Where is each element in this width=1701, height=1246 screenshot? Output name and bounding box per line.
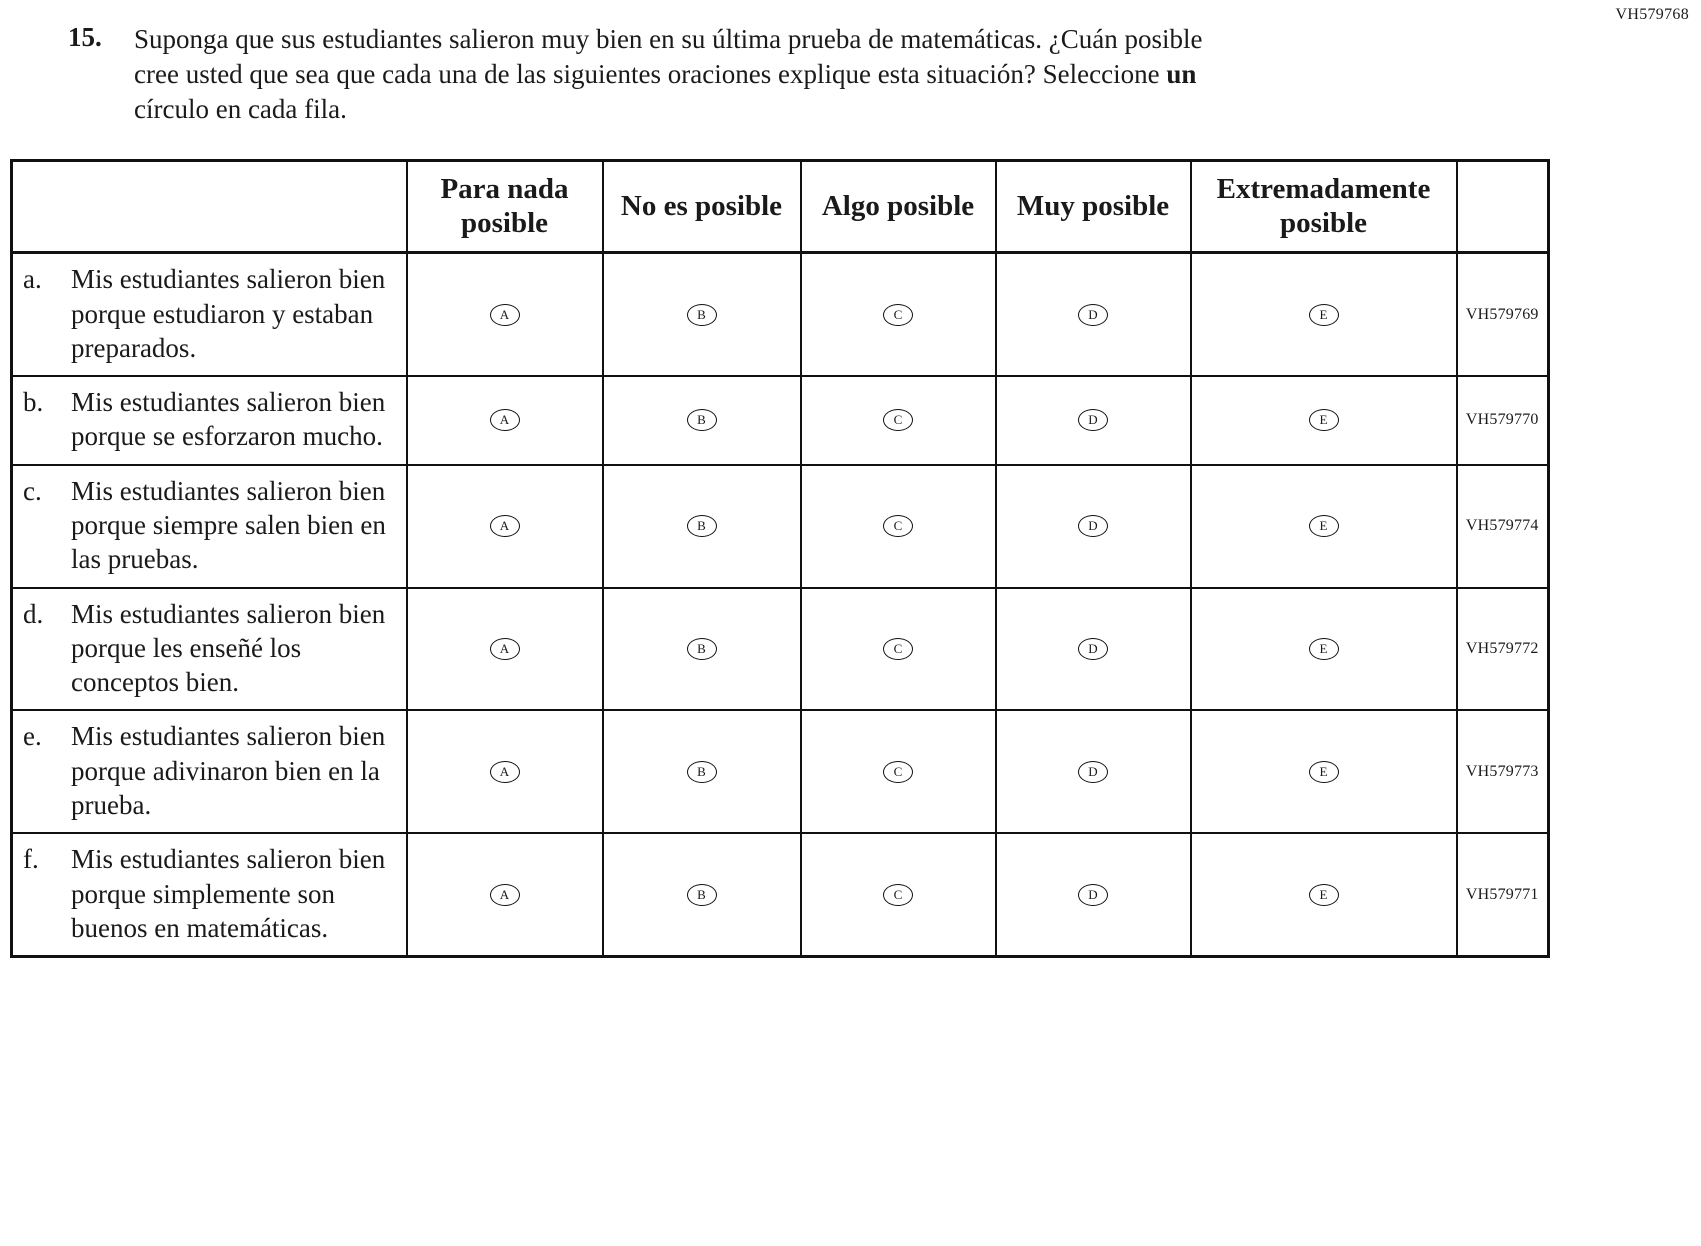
statement-cell bbox=[12, 588, 407, 711]
row-letter: e. bbox=[23, 721, 42, 752]
option-circle-d[interactable]: D bbox=[1078, 515, 1108, 537]
option-circle-b[interactable]: B bbox=[687, 761, 717, 783]
row-statement: Mis estudiantes salieron bien porque se esforzaron mucho. bbox=[71, 387, 386, 452]
statement-cell bbox=[12, 465, 407, 588]
row-letter: d. bbox=[23, 598, 44, 629]
option-circle-e[interactable]: E bbox=[1309, 304, 1339, 326]
option-cell bbox=[801, 710, 996, 833]
option-circle-b[interactable]: B bbox=[687, 515, 717, 537]
table-row-a bbox=[12, 253, 1549, 376]
option-cell bbox=[407, 710, 603, 833]
page-item-code: VH579768 bbox=[1615, 6, 1689, 23]
question-text-part2: círculo en cada fila. bbox=[134, 94, 347, 125]
option-circle-b[interactable]: B bbox=[687, 409, 717, 431]
option-cell bbox=[801, 833, 996, 956]
option-cell bbox=[603, 710, 801, 833]
option-circle-b[interactable]: B bbox=[687, 304, 717, 326]
option-circle-a[interactable]: A bbox=[490, 761, 520, 783]
option-cell bbox=[1191, 253, 1457, 376]
option-cell bbox=[1191, 376, 1457, 465]
question-text-part1: Suponga que sus estudiantes salieron muy bien en su última prueba de matemáticas. ¿Cuán posible cree usted que sea que cada una de las siguientes oraciones explique esta situación? Seleccione bbox=[134, 24, 1203, 90]
option-circle-c[interactable]: C bbox=[883, 515, 913, 537]
row-letter: b. bbox=[23, 387, 44, 418]
row-statement: Mis estudiantes salieron bien porque adivinaron bien en la prueba. bbox=[71, 721, 386, 820]
option-circle-d[interactable]: D bbox=[1078, 304, 1108, 326]
option-cell bbox=[801, 376, 996, 465]
statement-cell bbox=[12, 710, 407, 833]
header-row bbox=[12, 161, 1549, 253]
option-circle-c[interactable]: C bbox=[883, 304, 913, 326]
option-circle-c[interactable]: C bbox=[883, 638, 913, 660]
column-header-muy-posible: Muy posible bbox=[996, 161, 1191, 253]
option-cell bbox=[407, 253, 603, 376]
option-cell bbox=[996, 833, 1191, 956]
question-number: 15. bbox=[68, 22, 102, 52]
row-letter: c. bbox=[23, 475, 42, 506]
table-row-b bbox=[12, 376, 1549, 465]
row-letter: a. bbox=[23, 264, 42, 295]
option-cell bbox=[801, 465, 996, 588]
row-item-code: VH579774 bbox=[1457, 465, 1549, 588]
option-circle-b[interactable]: B bbox=[687, 638, 717, 660]
option-circle-b[interactable]: B bbox=[687, 884, 717, 906]
likert-table bbox=[10, 159, 1550, 958]
option-circle-e[interactable]: E bbox=[1309, 761, 1339, 783]
row-statement: Mis estudiantes salieron bien porque siempre salen bien en las pruebas. bbox=[71, 475, 386, 575]
option-cell bbox=[801, 253, 996, 376]
option-cell bbox=[603, 833, 801, 956]
option-circle-c[interactable]: C bbox=[883, 761, 913, 783]
question-text-bold: un bbox=[1166, 59, 1197, 90]
option-circle-d[interactable]: D bbox=[1078, 409, 1108, 431]
option-circle-a[interactable]: A bbox=[490, 409, 520, 431]
option-cell bbox=[1191, 833, 1457, 956]
row-letter: f. bbox=[23, 844, 39, 875]
option-cell bbox=[407, 465, 603, 588]
option-cell bbox=[996, 710, 1191, 833]
option-circle-d[interactable]: D bbox=[1078, 884, 1108, 906]
option-circle-d[interactable]: D bbox=[1078, 638, 1108, 660]
statement-header-empty bbox=[12, 161, 407, 253]
option-circle-a[interactable]: A bbox=[490, 638, 520, 660]
row-item-code: VH579773 bbox=[1457, 710, 1549, 833]
option-circle-e[interactable]: E bbox=[1309, 515, 1339, 537]
option-circle-d[interactable]: D bbox=[1078, 761, 1108, 783]
option-circle-c[interactable]: C bbox=[883, 409, 913, 431]
column-header-algo-posible: Algo posible bbox=[801, 161, 996, 253]
option-circle-c[interactable]: C bbox=[883, 884, 913, 906]
option-circle-e[interactable]: E bbox=[1309, 884, 1339, 906]
row-item-code: VH579769 bbox=[1457, 253, 1549, 376]
option-cell bbox=[603, 253, 801, 376]
option-circle-a[interactable]: A bbox=[490, 884, 520, 906]
option-cell bbox=[996, 376, 1191, 465]
row-statement: Mis estudiantes salieron bien porque simplemente son buenos en matemáticas. bbox=[71, 844, 386, 943]
table-row-c bbox=[12, 465, 1549, 588]
option-circle-a[interactable]: A bbox=[490, 304, 520, 326]
option-cell bbox=[996, 588, 1191, 711]
row-statement: Mis estudiantes salieron bien porque estudiaron y estaban preparados. bbox=[71, 264, 386, 363]
column-header-para-nada-posible: Para nada posible bbox=[407, 161, 603, 253]
column-header-extremadamente-posible: Extremadamente posible bbox=[1191, 161, 1457, 253]
code-header-empty bbox=[1457, 161, 1549, 253]
option-cell bbox=[407, 376, 603, 465]
option-cell bbox=[996, 253, 1191, 376]
option-cell bbox=[407, 833, 603, 956]
option-circle-a[interactable]: A bbox=[490, 515, 520, 537]
row-statement: Mis estudiantes salieron bien porque les enseñé los conceptos bien. bbox=[71, 598, 386, 698]
row-item-code: VH579771 bbox=[1457, 833, 1549, 956]
option-cell bbox=[1191, 710, 1457, 833]
option-cell bbox=[1191, 588, 1457, 711]
table-row-d bbox=[12, 588, 1549, 711]
statement-cell bbox=[12, 253, 407, 376]
option-cell bbox=[407, 588, 603, 711]
statement-cell bbox=[12, 833, 407, 956]
row-item-code: VH579770 bbox=[1457, 376, 1549, 465]
option-circle-e[interactable]: E bbox=[1309, 638, 1339, 660]
column-header-no-es-posible: No es posible bbox=[603, 161, 801, 253]
option-cell bbox=[1191, 465, 1457, 588]
option-cell bbox=[996, 465, 1191, 588]
option-cell bbox=[603, 465, 801, 588]
question-text bbox=[134, 22, 1244, 127]
option-cell bbox=[603, 588, 801, 711]
question-block bbox=[68, 22, 1248, 127]
table-row-e bbox=[12, 710, 1549, 833]
table-row-f bbox=[12, 833, 1549, 956]
row-item-code: VH579772 bbox=[1457, 588, 1549, 711]
statement-cell bbox=[12, 376, 407, 465]
option-cell bbox=[801, 588, 996, 711]
option-circle-e[interactable]: E bbox=[1309, 409, 1339, 431]
option-cell bbox=[603, 376, 801, 465]
